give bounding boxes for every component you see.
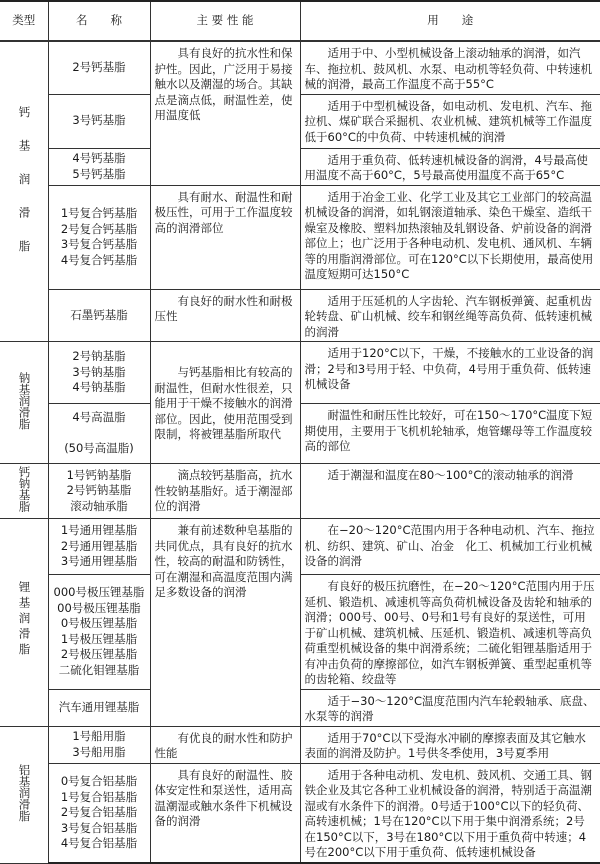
name-cell: 2号钙基脂	[48, 41, 150, 94]
use-cell: 适用于中、小型机械设备上滚动轴承的润滑，如汽车、拖拉机、鼓风机、水泵、电动机等轻负荷、中转速机械的润滑，最高工作温度不高于55°C	[300, 41, 600, 94]
table-row	[0, 763, 600, 863]
name-cell: 2号钠基脂 3号钠基脂 4号钠基脂	[48, 342, 150, 404]
table-row	[0, 185, 600, 289]
performance-cell: 兼有前述数种皂基脂的共同优点，具有良好的抗水性，较高的耐温和防锈性，可在潮湿和高温度范围内满足多数设备的润滑	[150, 519, 300, 727]
performance-cell: 有良好的耐水性和耐极压性	[150, 289, 300, 342]
type-label: 钙钠基脂	[17, 465, 32, 512]
use-cell: 适用于各种电动机、发电机、鼓风机、交通工具、钢铁企业及其它各种工业机械设备的润滑，特别适于高温潮湿或有水条件下的润滑。0号适于100°C以下的轻负荷、高转速机械；1号在120°C以下用于集中润滑系统；2号在150°C以下，3号在180°C以下用于重负荷中转速；4号在200°C以下用于重负荷、低转速机械设备	[300, 763, 600, 863]
table-row	[0, 148, 600, 185]
type-label: 铝基润滑脂	[17, 763, 32, 821]
name-cell: 1号船用脂 3号船用脂	[48, 726, 150, 763]
table-row	[0, 289, 600, 342]
type-label: 钙基润滑脂	[17, 105, 32, 273]
table-row	[0, 689, 600, 726]
performance-cell: 滴点较钙基脂高，抗水性较钠基脂好。适于潮湿部位的润滑	[150, 464, 300, 519]
name-cell: 1号通用锂基脂 2号通用锂基脂 3号通用锂基脂	[48, 519, 150, 575]
name-cell: 4号高温脂 (50号高温脂)	[48, 404, 150, 464]
table-row	[0, 464, 600, 519]
table-row	[0, 519, 600, 575]
header-name: 名 称	[48, 1, 150, 41]
type-cell	[0, 519, 48, 727]
table-row	[0, 575, 600, 690]
table-row	[0, 404, 600, 464]
type-cell	[0, 41, 48, 342]
use-cell: 有良好的极压抗磨性，在−20～120°C范围内用于压延机、锻造机、减速机等高负荷机械设备及齿轮和轴承的润滑；000号、00号、0号和1号有良好的泵送性，可用于矿山机械、建筑机械、压延机、锻造机、减速机等高负荷重型机械设备的集中润滑系统；二硫化钼锂基脂适用于有冲击负荷的摩擦部位，如汽车钢板弹簧、重型起重机等的齿轮箱、绞盘等	[300, 575, 600, 690]
name-cell: 石墨钙基脂	[48, 289, 150, 342]
type-cell	[0, 464, 48, 519]
name-cell: 汽车通用锂基脂	[48, 689, 150, 726]
use-cell: 适用于重负荷、低转速机械设备的润滑，4号最高使用温度不高于60°C，5号最高使用温度不高于65°C	[300, 148, 600, 185]
use-cell: 适用于冶金工业、化学工业及其它工业部门的较高温机械设备的润滑，如轧钢滚道轴承、染色干燥室、造纸干燥室及橡胶、塑料加热滚轴及轧钢设备、炉前设备的润滑部位上；也广泛用于各种电动机、发电机、通风机、车辆等的用脂润滑部位。可在120°C以下长期使用，最高使用温度短期可达150°C	[300, 185, 600, 289]
type-label: 锂基润滑脂	[17, 581, 32, 659]
type-cell	[0, 726, 48, 863]
use-cell: 适于潮湿和温度在80～100°C的滚动轴承的润滑	[300, 464, 600, 519]
name-cell: 1号复合钙基脂 2号复合钙基脂 3号复合钙基脂 4号复合钙基脂	[48, 185, 150, 289]
use-cell: 适于−30～120°C温度范围内汽车轮毂轴承、底盘、水泵等的润滑	[300, 689, 600, 726]
performance-cell: 有优良的耐水性和防护性能	[150, 726, 300, 763]
use-cell: 适用于压延机的人字齿轮、汽车钢板弹簧、起重机齿轮转盘、矿山机械、绞车和钢丝绳等高负荷、低转速机械的润滑	[300, 289, 600, 342]
name-cell: 0号复合铝基脂 1号复合铝基脂 2号复合铝基脂 3号复合铝基脂 4号复合铝基脂	[48, 763, 150, 863]
table-row	[0, 41, 600, 94]
table-row	[0, 726, 600, 763]
type-cell	[0, 342, 48, 464]
use-cell: 适用于中型机械设备，如电动机、发电机、汽车、拖拉机、煤矿联合采掘机、农业机械、建筑机械等工作温度低于60°C的中负荷、中转速机械的润滑	[300, 94, 600, 148]
performance-cell: 具有良好的耐温性、胶体安定性和泵送性，适用高温潮湿或触水条件下机械设备的润滑	[150, 763, 300, 863]
header-use: 用 途	[300, 1, 600, 41]
performance-cell: 与钙基脂相比有较高的耐温性，但耐水性很差，只能用于干燥不接触水的润滑部位。因此，使用范围受到限制，将被锂基脂所取代	[150, 342, 300, 464]
header-type: 类型	[0, 1, 48, 41]
performance-cell: 具有耐水、耐温性和耐极压性，可用于工作温度较高的润滑部位	[150, 185, 300, 289]
type-label: 钠基润滑脂	[17, 371, 32, 429]
use-cell: 适用于120°C以下，干燥，不接触水的工业设备的润滑；2号和3号用于轻、中负荷，4号用于重负荷、低转速机械设备	[300, 342, 600, 404]
name-cell: 4号钙基脂 5号钙基脂	[48, 148, 150, 185]
name-cell: 000号极压锂基脂 00号极压锂基脂 0号极压锂基脂 1号极压锂基脂 2号极压锂基脂 二硫化钼锂基脂	[48, 575, 150, 690]
name-cell: 1号钙钠基脂 2号钙钠基脂 滚动轴承脂	[48, 464, 150, 519]
table-header	[0, 1, 600, 41]
use-cell: 耐温性和耐压性比较好，可在150～170°C温度下短期使用，主要用于飞机机轮轴承，炮管螺母等工作温度较高的部位	[300, 404, 600, 464]
use-cell: 适用于70°C以下受海水冲刷的摩擦表面及其它触水表面的润滑及防护。1号供冬季使用，3号夏季用	[300, 726, 600, 763]
use-cell: 在−20～120°C范围内用于各种电动机、汽车、拖拉机、纺织、建筑、矿山、冶金 化工、机械加工行业机械设备的润滑	[300, 519, 600, 575]
table-row	[0, 342, 600, 404]
table-row	[0, 94, 600, 148]
header-performance: 主 要 性 能	[150, 1, 300, 41]
name-cell: 3号钙基脂	[48, 94, 150, 148]
performance-cell: 具有良好的抗水性和保护性。因此，广泛用于易接触水以及潮湿的场合。其缺点是滴点低，耐温性差，使用温度低	[150, 41, 300, 185]
